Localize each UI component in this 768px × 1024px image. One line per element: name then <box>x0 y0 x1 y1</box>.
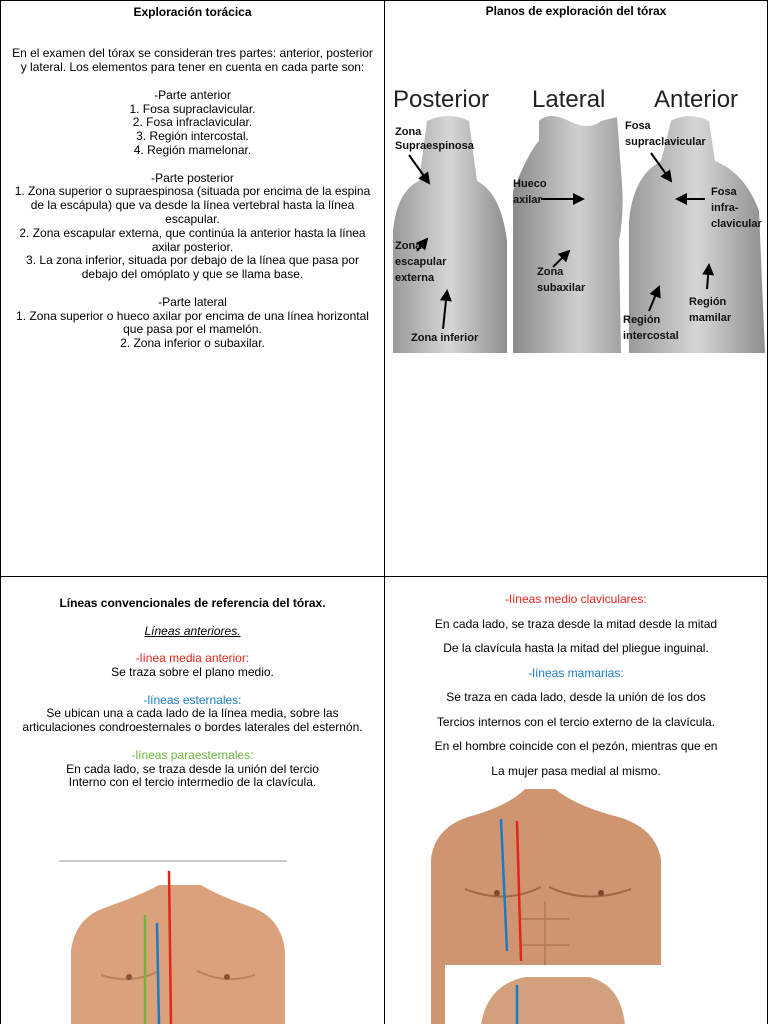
posterior-item: 1. Zona superior o supraespinosa (situada por encima de la espina de la escápula) que va desde la línea vertebral hasta la línea escapular. <box>14 184 371 226</box>
label-hueco-axilar: Hueco <box>513 178 547 190</box>
lineas-paraesternales-heading: -líneas paraesternales: <box>131 747 254 762</box>
panel-thorax-planes <box>384 0 768 577</box>
lineas-medio-claviculares-text: En cada lado, se traza desde la mitad desde la mitad <box>434 616 718 631</box>
torso-photo <box>71 885 285 1024</box>
panel3-title: Líneas convencionales de referencia del tórax. <box>59 596 326 610</box>
anterior-heading: -Parte anterior <box>154 87 231 102</box>
svg-text:mamilar: mamilar <box>689 312 732 324</box>
svg-text:supraclavicular: supraclavicular <box>625 136 706 148</box>
svg-text:subaxilar: subaxilar <box>537 282 586 294</box>
linea-media-anterior-text: Se traza sobre el plano medio. <box>111 664 274 679</box>
linea-media-anterior-heading: -línea media anterior: <box>135 651 250 666</box>
label-fosa-supraclavicular: Fosa <box>625 120 651 132</box>
svg-text:intercostal: intercostal <box>623 330 679 342</box>
lateral-item: 2. Zona inferior o subaxilar. <box>120 336 265 351</box>
label-zona-inferior: Zona inferior <box>411 332 479 344</box>
label-supraespinosa: Zona <box>395 126 422 138</box>
anterior-item: 4. Región mamelonar. <box>133 142 252 157</box>
svg-text:clavicular: clavicular <box>711 218 762 230</box>
panel3-subtitle: Líneas anteriores. <box>144 623 241 638</box>
panel-clavicular-mammary-lines <box>384 576 768 1024</box>
lineas-esternales-text: Se ubican una a cada lado de la línea media, sobre las articulaciones condroesternales o bordes laterales del esternón. <box>22 706 363 735</box>
lineas-esternales-heading: -líneas esternales: <box>143 692 242 707</box>
label-fosa-infraclavicular: Fosa <box>711 186 737 198</box>
svg-text:axilar: axilar <box>513 194 542 206</box>
label-region-intercostal: Región <box>623 314 661 326</box>
label-region-mamilar: Región <box>689 296 727 308</box>
anterior-item: 1. Fosa supraclavicular. <box>129 101 256 116</box>
lineas-mamarias-text: En el hombre coincide con el pezón, mientras que en <box>434 739 718 753</box>
lineas-paraesternales-text: Interno con el tercio intermedio de la clavícula. <box>68 775 317 790</box>
male-torso-figure <box>425 789 755 1024</box>
anterior-lines-figure <box>41 855 341 1024</box>
lineas-medio-claviculares-text: De la clavícula hasta la mitad del pliegue inguinal. <box>443 641 709 655</box>
lineas-medio-claviculares-heading: -líneas medio claviculares: <box>505 592 647 606</box>
panel1-title: Exploración torácica <box>133 5 252 19</box>
panel1-intro: En el examen del tórax se consideran tres partes: anterior, posterior y lateral. Los elementos para tener en cuenta en cada parte son: <box>12 46 373 75</box>
posterior-heading: -Parte posterior <box>151 170 234 185</box>
lateral-item: 1. Zona superior o hueco axilar por encima de una línea horizontal que pasa por el mamelón. <box>16 308 369 337</box>
posterior-item: 2. Zona escapular externa, que continúa la anterior hasta la línea axilar posterior. <box>19 225 366 254</box>
svg-text:Supraespinosa: Supraespinosa <box>395 140 474 152</box>
thorax-planes-figure <box>389 81 765 353</box>
anterior-item: 2. Fosa infraclavicular. <box>132 115 253 130</box>
lineas-mamarias-text: Se traza en cada lado, desde la unión de los dos <box>446 690 706 704</box>
lineas-mamarias-heading: -líneas mamarias: <box>528 665 624 680</box>
lineas-mamarias-text: Tercios internos con el tercio externo de la clavícula. <box>436 714 716 729</box>
lineas-mamarias-text: La mujer pasa medial al mismo. <box>491 763 661 778</box>
figure-heading-lateral: Lateral <box>532 86 606 113</box>
panel2-title: Planos de exploración del tórax <box>485 4 667 18</box>
figure-heading-posterior: Posterior <box>393 86 490 113</box>
lineas-paraesternales-text: En cada lado, se traza desde la unión del tercio <box>66 761 319 776</box>
figure-heading-anterior: Anterior <box>654 86 739 113</box>
posterior-item: 3. La zona inferior, situada por debajo de la línea que pasa por debajo del omóplato y que se llama base. <box>26 253 359 282</box>
svg-text:escapular: escapular <box>395 256 447 268</box>
lateral-heading: -Parte lateral <box>158 294 227 309</box>
svg-text:externa: externa <box>395 272 435 284</box>
svg-text:infra-: infra- <box>711 202 739 214</box>
label-zona-subaxilar: Zona <box>537 266 564 278</box>
anterior-item: 3. Región intercostal. <box>136 129 249 144</box>
label-escapular: Zona <box>395 240 422 252</box>
panel-reference-lines <box>0 576 385 1024</box>
panel-thorax-exploration <box>0 0 385 577</box>
